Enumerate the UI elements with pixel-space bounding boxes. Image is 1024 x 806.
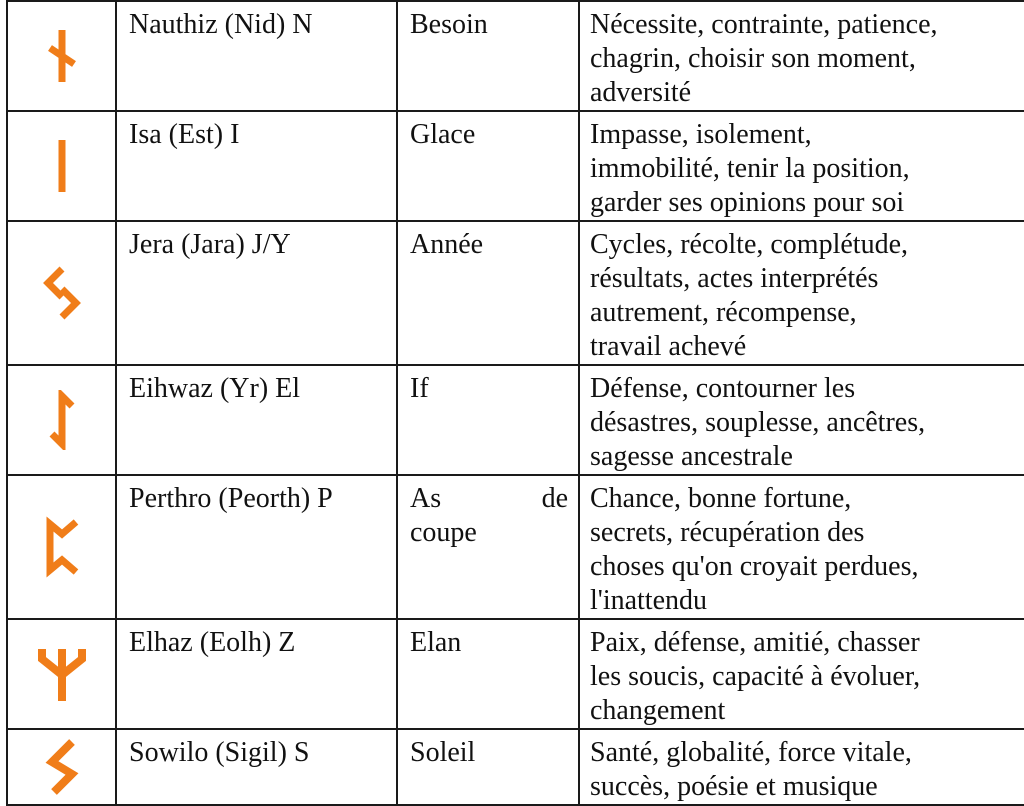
meaning-line: Défense, contourner les	[590, 373, 856, 404]
table-row	[7, 365, 1024, 475]
rune-cell	[7, 1, 116, 111]
meaning-line: secrets, récupération des	[590, 517, 865, 548]
meaning-line: succès, poésie et musique	[590, 771, 878, 802]
rune-cell	[7, 221, 116, 365]
rune-translation: Elan	[397, 619, 579, 729]
rune-meaning	[579, 111, 1024, 221]
meaning-line: choses qu'on croyait perdues,	[590, 551, 919, 582]
meaning-line: résultats, actes interprétés	[590, 263, 879, 294]
rune-name: Isa (Est) I	[116, 111, 397, 221]
meaning-line: Impasse, isolement,	[590, 119, 812, 150]
meaning-line: sagesse ancestrale	[590, 441, 793, 472]
rune-table	[6, 0, 1024, 806]
meaning-line: chagrin, choisir son moment,	[590, 43, 916, 74]
rune-cell	[7, 365, 116, 475]
meaning-line: les soucis, capacité à évoluer,	[590, 661, 921, 692]
table-row	[7, 1, 1024, 111]
jera-rune-icon	[8, 263, 115, 323]
rune-name: Nauthiz (Nid) N	[116, 1, 397, 111]
meaning-line: Paix, défense, amitié, chasser	[590, 627, 920, 658]
nauthiz-rune-icon	[8, 26, 115, 86]
isa-rune-icon	[8, 136, 115, 196]
rune-meaning	[579, 619, 1024, 729]
rune-name: Sowilo (Sigil) S	[116, 729, 397, 805]
translation-line: As de	[410, 483, 568, 514]
table-row	[7, 619, 1024, 729]
meaning-line: autrement, récompense,	[590, 297, 857, 328]
rune-translation: Soleil	[397, 729, 579, 805]
meaning-line: désastres, souplesse, ancêtres,	[590, 407, 926, 438]
eihwaz-rune-icon	[8, 390, 115, 450]
rune-name: Elhaz (Eolh) Z	[116, 619, 397, 729]
perthro-rune-icon	[8, 516, 115, 578]
rune-cell	[7, 475, 116, 619]
table-row	[7, 475, 1024, 619]
meaning-line: Nécessite, contrainte, patience,	[590, 9, 938, 40]
rune-name: Eihwaz (Yr) El	[116, 365, 397, 475]
meaning-line: l'inattendu	[590, 585, 708, 616]
rune-translation: Besoin	[397, 1, 579, 111]
meaning-line: immobilité, tenir la position,	[590, 153, 910, 184]
table-row	[7, 111, 1024, 221]
translation-line: coupe	[410, 517, 477, 548]
meaning-line: Santé, globalité, force vitale,	[590, 737, 912, 768]
meaning-line: travail achevé	[590, 331, 747, 362]
rune-cell	[7, 111, 116, 221]
rune-translation: If	[397, 365, 579, 475]
rune-meaning	[579, 1, 1024, 111]
rune-cell	[7, 729, 116, 805]
elhaz-rune-icon	[8, 643, 115, 705]
rune-meaning	[579, 365, 1024, 475]
table-row	[7, 221, 1024, 365]
table-row	[7, 729, 1024, 805]
meaning-line: garder ses opinions pour soi	[590, 187, 905, 218]
meaning-line: adversité	[590, 77, 692, 108]
rune-name: Jera (Jara) J/Y	[116, 221, 397, 365]
rune-cell	[7, 619, 116, 729]
meaning-line: Cycles, récolte, complétude,	[590, 229, 908, 260]
rune-translation	[397, 475, 579, 619]
meaning-line: Chance, bonne fortune,	[590, 483, 852, 514]
sowilo-rune-icon	[8, 736, 115, 798]
rune-meaning	[579, 729, 1024, 805]
meaning-line: changement	[590, 695, 726, 726]
rune-translation: Année	[397, 221, 579, 365]
rune-translation: Glace	[397, 111, 579, 221]
rune-meaning	[579, 221, 1024, 365]
rune-name: Perthro (Peorth) P	[116, 475, 397, 619]
rune-meaning	[579, 475, 1024, 619]
